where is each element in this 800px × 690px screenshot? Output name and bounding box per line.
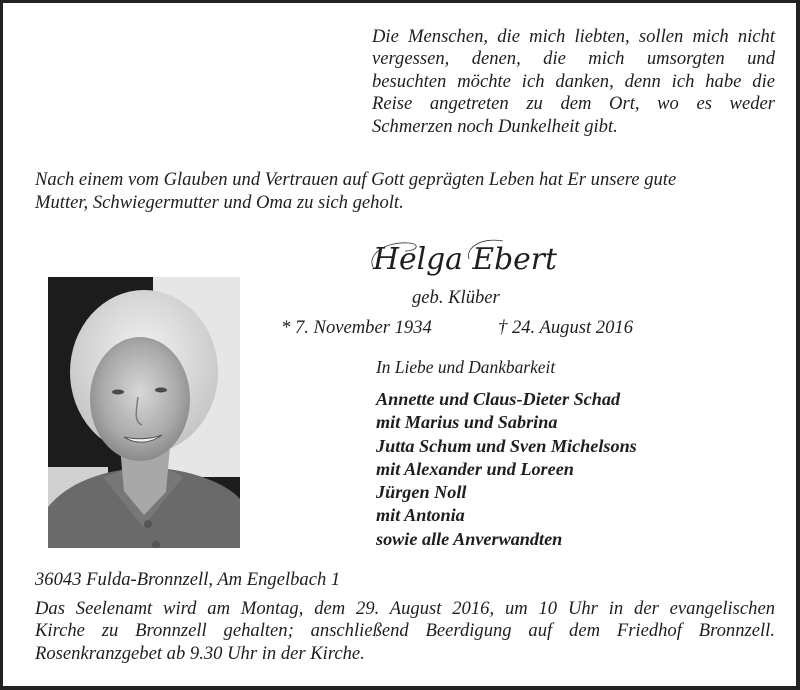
maiden-name: geb. Klüber [412,287,500,308]
portrait-icon [48,277,240,548]
poem-line: Die Menschen, die mich liebten, sollen mich nicht [372,26,775,47]
address: 36043 Fulda-Bronnzell, Am Engelbach 1 [35,569,341,590]
poem-line: vergessen, denen, die mich umsorgten und [372,48,775,70]
birth-date: * 7. November 1934 [281,317,432,338]
mourner-line: Jürgen Noll [376,482,467,503]
poem-line: Schmerzen noch Dunkelheit gibt. [372,115,618,137]
service-line: Das Seelenamt wird am Montag, dem 29. August 2016, um 10 Uhr in der evangelischen [35,598,775,619]
mourner-line: sowie alle Anverwandten [376,528,563,549]
service-line: Kirche zu Bronnzell gehalten; anschließend Beerdigung auf dem Friedhof Bronnzell. [35,620,775,642]
deceased-name [365,229,565,281]
portrait-photo [48,277,240,548]
deceased-name-text: Helga Ebert [372,242,558,277]
intro-line: Nach einem vom Glauben und Vertrauen auf Gott geprägten Leben hat Er unsere gute [35,169,677,190]
mourners-heading: In Liebe und Dankbarkeit [376,357,556,377]
poem-line: Reise angetreten zu dem Ort, wo es weder [372,93,775,115]
mourners-list [376,388,637,551]
service-line: Rosenkranzgebet ab 9.30 Uhr in der Kirche. [35,642,365,664]
mourner-line: mit Antonia [376,505,465,526]
poem-line: besuchten möchte ich danken, denn ich habe die [372,70,775,92]
poem [372,26,775,138]
intro-line: Mutter, Schwiegermutter und Oma zu sich geholt. [35,192,404,213]
intro-paragraph [35,168,775,214]
mourner-line: mit Marius und Sabrina [376,412,558,433]
mourner-line: Annette und Claus-Dieter Schad [376,389,621,409]
mourner-line: Jutta Schum und Sven Michelsons [376,435,637,456]
death-date: † 24. August 2016 [498,317,633,338]
mourner-line: mit Alexander und Loreen [376,458,574,479]
service-info [35,598,775,665]
